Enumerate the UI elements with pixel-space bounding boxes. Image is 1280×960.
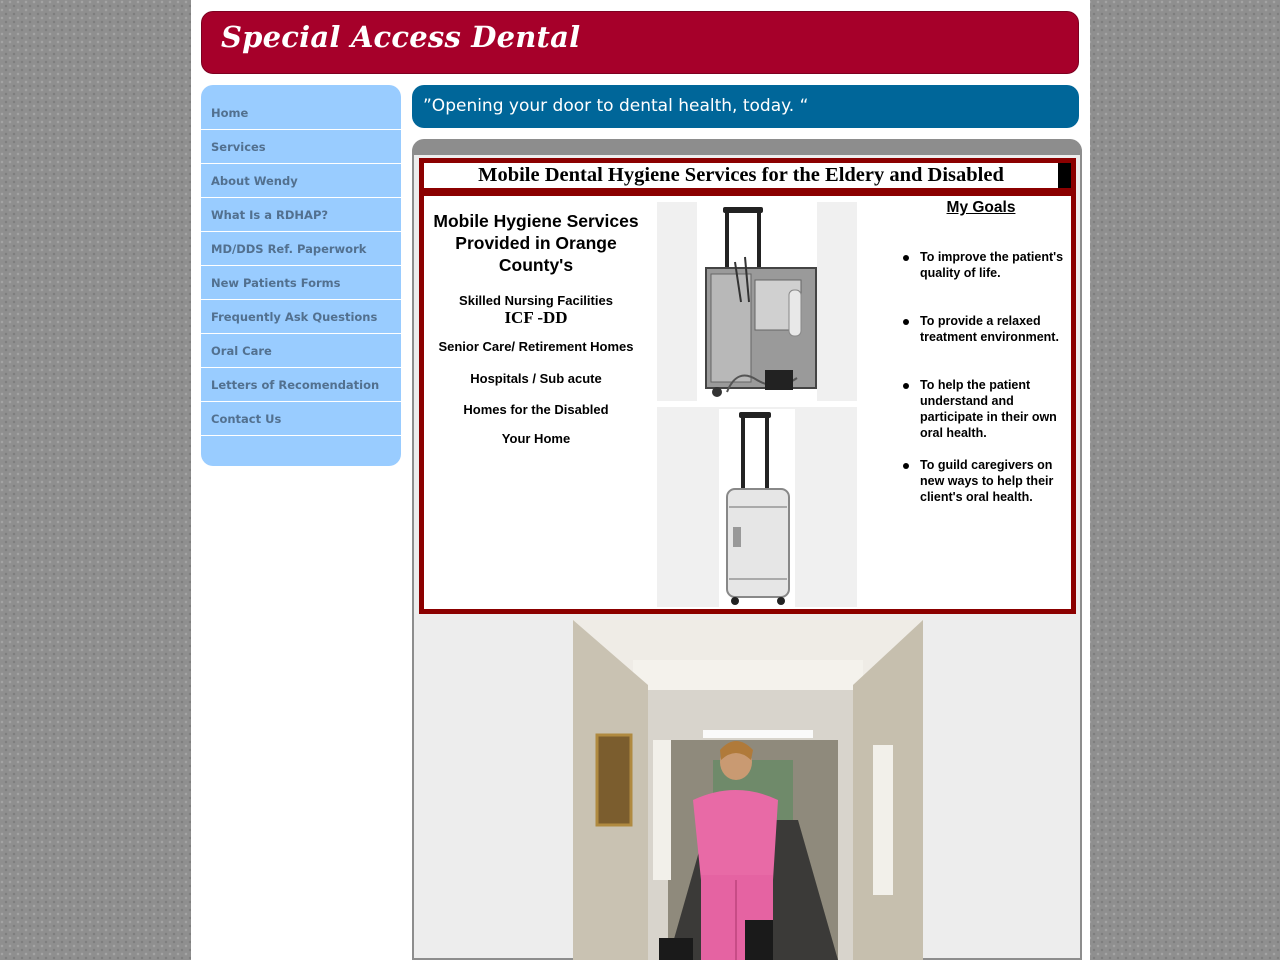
tagline-text: ”Opening your door to dental health, today. “	[423, 96, 809, 116]
sidebar-nav	[201, 85, 401, 466]
goals-title: My Goals	[946, 199, 1016, 216]
service-hospitals: Hospitals / Sub acute	[470, 371, 602, 386]
nav-item-what-is-rdhap[interactable]: What Is a RDHAP?	[201, 198, 401, 232]
dental-unit-closed-image	[657, 407, 857, 607]
service-disabled-homes: Homes for the Disabled	[463, 402, 609, 417]
nav-item-oral-care[interactable]: Oral Care	[201, 334, 401, 368]
service-skilled-nursing: Skilled Nursing Facilities	[459, 293, 613, 308]
nav-item-new-patients-forms[interactable]: New Patients Forms	[201, 266, 401, 300]
services-list	[425, 210, 647, 446]
goal-bullet	[903, 463, 909, 469]
nav-item-home[interactable]: Home	[201, 96, 401, 130]
dental-unit-open-image	[657, 202, 857, 401]
goal-bullet	[903, 319, 909, 325]
nav-item-faq[interactable]: Frequently Ask Questions	[201, 300, 401, 334]
service-senior-care: Senior Care/ Retirement Homes	[438, 339, 634, 354]
content-area-cap	[412, 139, 1082, 155]
hallway-photo	[573, 620, 923, 960]
tagline-bar	[412, 85, 1079, 128]
heading-bar	[1058, 163, 1071, 188]
site-banner	[201, 11, 1079, 74]
nav-item-services[interactable]: Services	[201, 130, 401, 164]
goal-item: To provide a relaxed treatment environment.	[920, 314, 1059, 344]
goal-bullet	[903, 383, 909, 389]
page-heading: Mobile Dental Hygiene Services for the Eldery and Disabled	[478, 164, 1004, 186]
nav-item-letters[interactable]: Letters of Recomendation	[201, 368, 401, 402]
goal-bullet	[903, 255, 909, 261]
nav-item-contact-us[interactable]: Contact Us	[201, 402, 401, 436]
nav-item-ref-paperwork[interactable]: MD/DDS Ref. Paperwork	[201, 232, 401, 266]
page-container	[191, 0, 1090, 960]
goal-item: To improve the patient's quality of life.	[920, 250, 1064, 280]
site-title[interactable]: Special Access Dental	[221, 20, 581, 54]
services-title: Mobile Hygiene Services Provided in Orange County's	[433, 211, 639, 275]
goal-item: To guild caregivers on new ways to help their client's oral health.	[920, 458, 1054, 504]
goal-item: To help the patient understand and participate in their own oral health.	[920, 378, 1057, 440]
service-your-home: Your Home	[501, 431, 571, 446]
nav-item-about-wendy[interactable]: About Wendy	[201, 164, 401, 198]
service-icf-dd: ICF -DD	[504, 308, 568, 327]
